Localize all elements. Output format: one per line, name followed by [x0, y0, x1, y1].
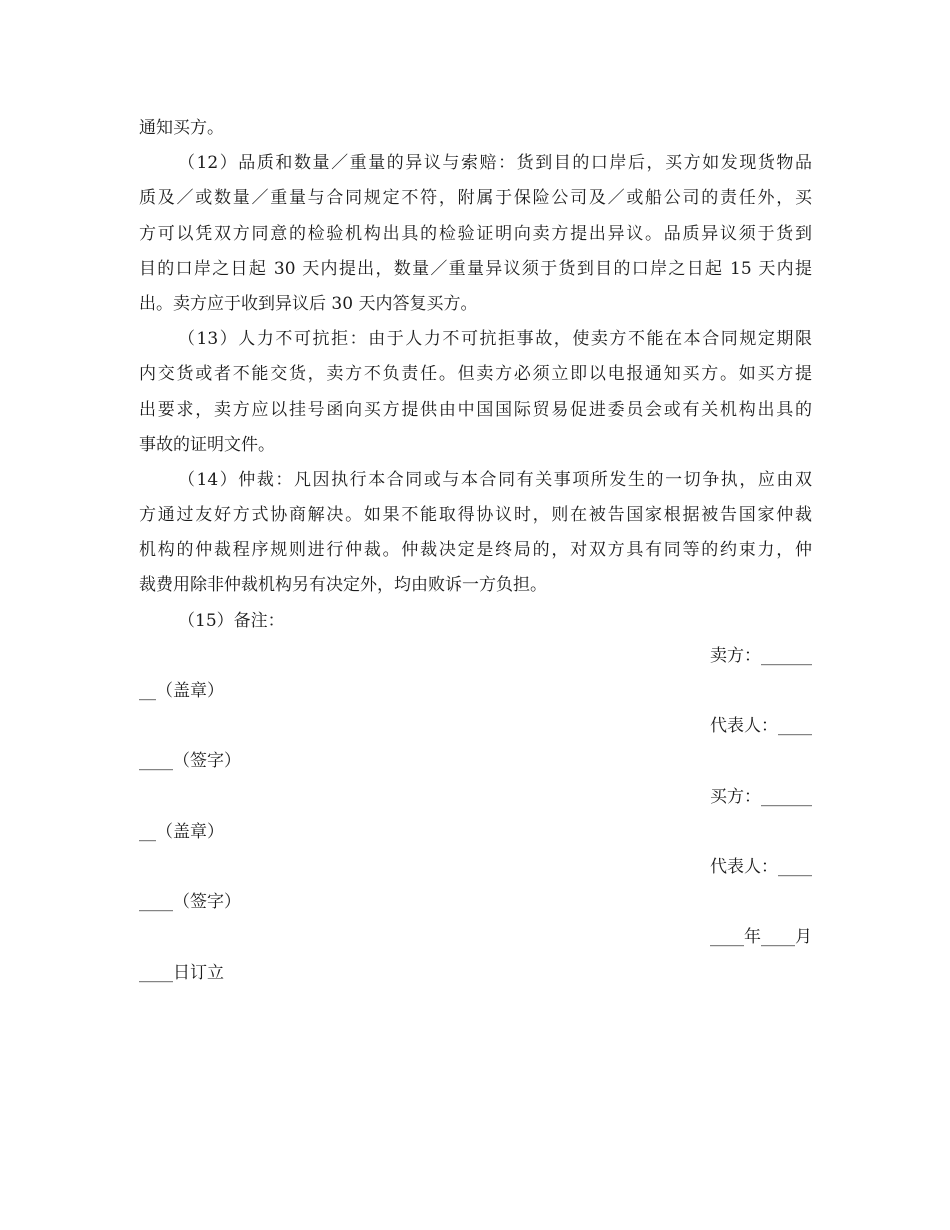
buyer-signature-line: 买方：______ — [710, 786, 812, 807]
seller-representative-line: 代表人：____ — [710, 716, 812, 737]
date-year-month-line: ____年____月 — [710, 927, 812, 948]
clause-15-remarks: （15）备注： — [178, 610, 285, 631]
text-line: 方通过友好方式协商解决。如果不能取得协议时，则在被告国家根据被告国家仲裁 — [139, 505, 812, 526]
buyer-sign-line: ____（签字） — [139, 892, 241, 913]
text-line: 出。卖方应于收到异议后 30 天内答复买方。 — [139, 293, 478, 314]
seller-signature-line: 卖方：______ — [710, 645, 812, 666]
text-line: 机构的仲裁程序规则进行仲裁。仲裁决定是终局的，对双方具有同等的约束力，仲 — [139, 540, 812, 561]
date-day-line: ____日订立 — [139, 962, 224, 983]
clause-12-heading-line: （12）品质和数量／重量的异议与索赔：货到目的口岸后，买方如发现货物品 — [178, 153, 812, 174]
text-line: 方可以凭双方同意的检验机构出具的检验证明向卖方提出异议。品质异议须于货到 — [139, 223, 812, 244]
contract-page — [139, 111, 812, 991]
buyer-seal-line: __（盖章） — [139, 821, 224, 842]
text-line: 出要求，卖方应以挂号函向买方提供由中国国际贸易促进委员会或有关机构出具的 — [139, 399, 812, 420]
seller-seal-line: __（盖章） — [139, 681, 224, 701]
seller-sign-line: ____（签字） — [139, 751, 241, 772]
text-line: 裁费用除非仲裁机构另有决定外，均由败诉一方负担。 — [139, 575, 547, 596]
text-line: 内交货或者不能交货，卖方不负责任。但卖方必须立即以电报通知买方。如买方提 — [139, 364, 812, 385]
buyer-representative-line: 代表人：____ — [710, 856, 812, 877]
text-line: 通知买方。 — [139, 118, 224, 138]
text-line: 目的口岸之日起 30 天内提出，数量／重量异议须于货到目的口岸之日起 15 天内提 — [139, 258, 812, 279]
text-line: 事故的证明文件。 — [139, 434, 275, 455]
clause-14-heading-line: （14）仲裁：凡因执行本合同或与本合同有关事项所发生的一切争执，应由双 — [178, 469, 812, 490]
text-line: 质及／或数量／重量与合同规定不符，附属于保险公司及／或船公司的责任外，买 — [139, 188, 812, 209]
clause-13-heading-line: （13）人力不可抗拒：由于人力不可抗拒事故，使卖方不能在本合同规定期限 — [178, 329, 812, 350]
